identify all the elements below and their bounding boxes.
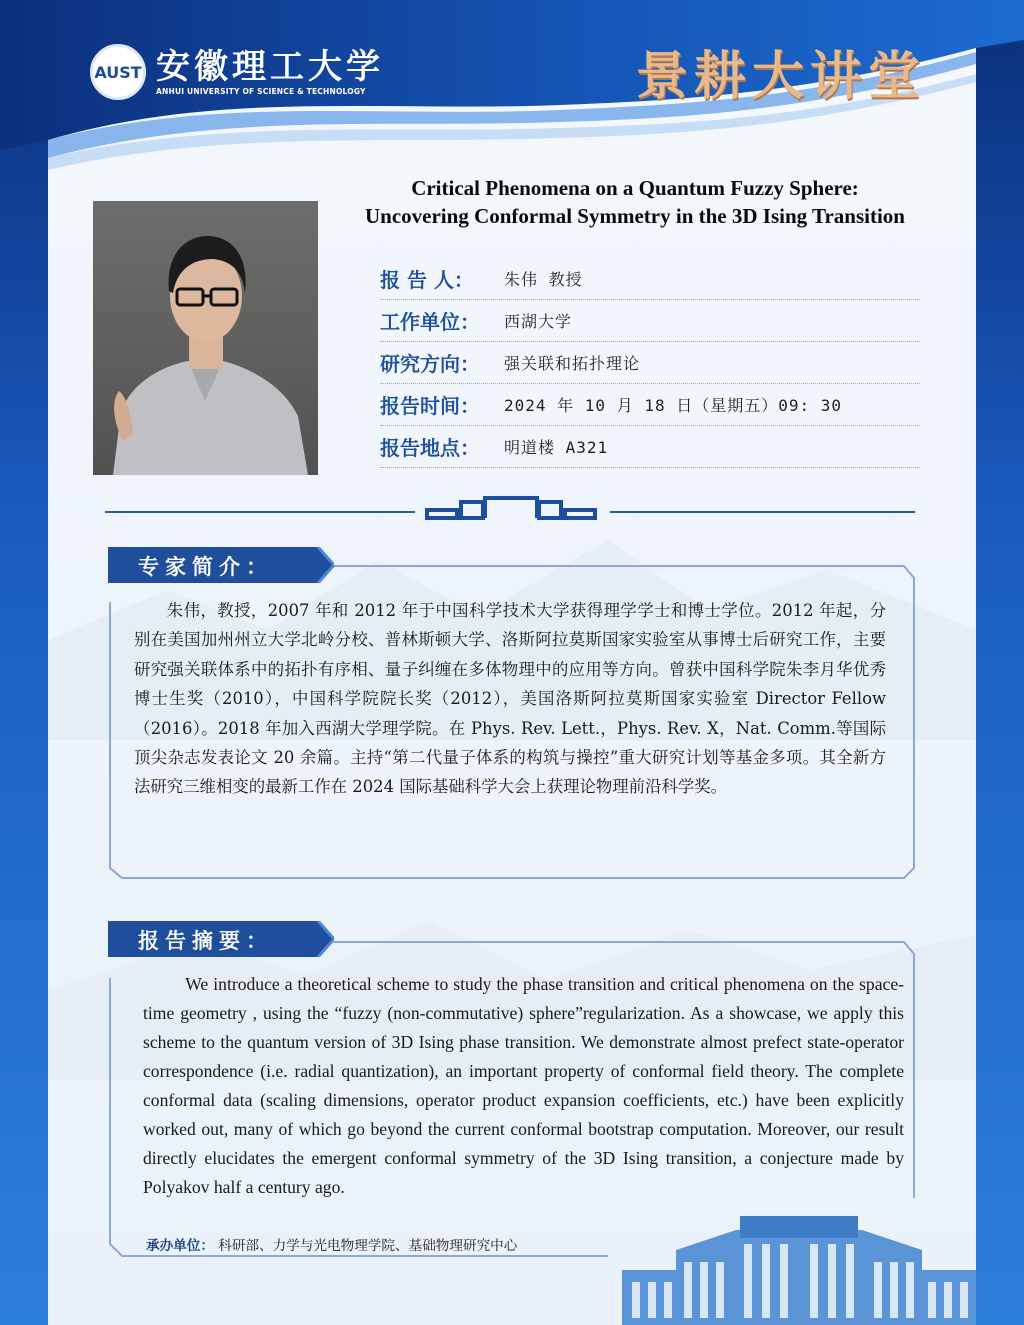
info-label: 报告时间： xyxy=(380,394,480,418)
info-value: 西湖大学 xyxy=(504,312,573,331)
talk-title-line1: Critical Phenomena on a Quantum Fuzzy Sphere: xyxy=(411,176,859,200)
bio-heading: 专家简介： xyxy=(138,555,273,579)
university-name-cn: 安徽理工大学 xyxy=(156,46,384,87)
info-label: 报 告 人： xyxy=(380,268,474,292)
abstract-paragraph: We introduce a theoretical scheme to study the phase transition and critical phenomena on the space-time geometry , using the “fuzzy (non-commutative) sphere”regularization. As a showcase, we apply this scheme to the quantum version of 3D Ising phase transition. We demonstrate almost prefect state-operator correspondence (i.e. radial quantization), an important property of conformal field theory. The complete conformal data (scaling dimensions, operator product expansion coefficients, etc.) have been explicitly worked out, many of which go beyond the current conformal bootstrap computation. Moreover, our result directly elucidates the emergent conformal symmetry of the 3D Ising transition, a conjecture made by Polyakov half a century ago. xyxy=(143,974,904,1197)
info-label: 报告地点： xyxy=(380,436,480,460)
talk-title-line2: Uncovering Conformal Symmetry in the 3D Ising Transition xyxy=(365,204,905,228)
info-label: 研究方向： xyxy=(380,352,480,376)
campus-building-illustration xyxy=(622,1210,976,1325)
host-label: 承办单位： xyxy=(146,1238,214,1254)
info-value: 2024 年 10 月 18 日（星期五）09: 30 xyxy=(504,396,843,415)
info-row-affiliation xyxy=(380,300,920,342)
speaker-photo xyxy=(93,201,318,475)
university-logo xyxy=(90,42,384,102)
university-name-en: ANHUI UNIVERSITY OF SCIENCE & TECHNOLOGY xyxy=(156,86,366,96)
host-organizers xyxy=(146,1234,517,1254)
info-value: 强关联和拓扑理论 xyxy=(504,354,641,373)
info-value: 明道楼 A321 xyxy=(504,438,609,457)
bio-paragraph: 朱伟，教授，2007 年和 2012 年于中国科学技术大学获得理学学士和博士学位。2012 年起，分别在美国加州州立大学北岭分校、普林斯顿大学、洛斯阿拉莫斯国家实验室从事博士后研究工作，主要研究强关联体系中的拓扑有序相、量子纠缠在多体物理中的应用等方向。曾获中国科学院朱李月华优秀博士生奖（2010），中国科学院院长奖（2012），美国洛斯阿拉莫斯国家实验室 Director Fellow（2016）。2018 年加入西湖大学理学院。在 Phys. Rev. Lett.，Phys. Rev. X，Nat. Comm.等国际顶尖杂志发表论文 20 余篇。主持“第二代量子体系的构筑与操控”重大研究计划等基金多项。其全新方法研究三维相变的最新工作在 2024 国际基础科学大会上获理论物理前沿科学奖。 xyxy=(134,601,886,797)
info-row-research xyxy=(380,342,920,384)
lecture-series-title: 景耕大讲堂 xyxy=(636,46,927,107)
info-label: 工作单位： xyxy=(380,310,480,334)
abstract-heading: 报告摘要： xyxy=(138,929,273,953)
host-value: 科研部、力学与光电物理学院、基础物理研究中心 xyxy=(218,1238,518,1254)
talk-title xyxy=(330,174,940,230)
gate-divider xyxy=(105,490,915,530)
speaker-portrait xyxy=(93,201,318,475)
info-row-speaker xyxy=(380,258,920,300)
info-row-time xyxy=(380,384,920,426)
university-seal: AUST xyxy=(90,44,146,100)
info-row-location xyxy=(380,426,920,468)
talk-info-list xyxy=(380,258,920,468)
info-value: 朱伟 教授 xyxy=(504,270,583,289)
